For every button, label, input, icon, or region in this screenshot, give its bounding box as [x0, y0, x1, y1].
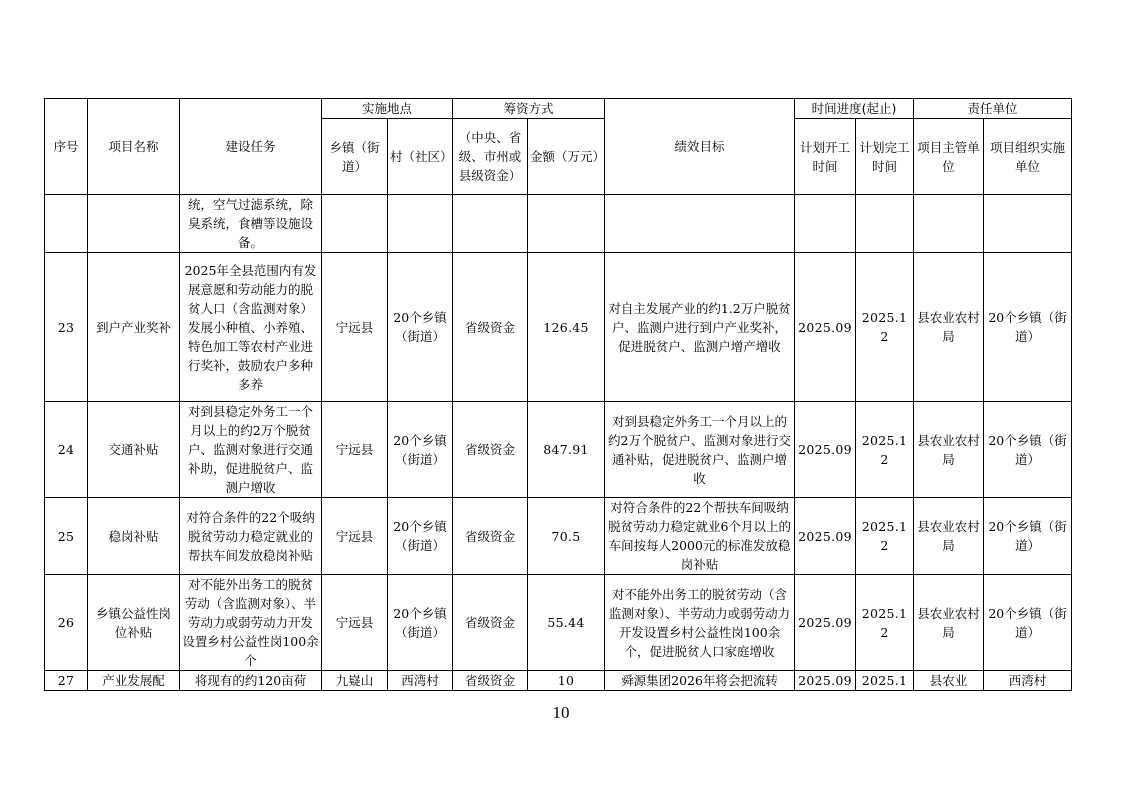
cell-town: 宁远县: [322, 402, 388, 498]
cell-seq: 27: [45, 671, 88, 691]
cell-dept: 县农业农村局: [914, 253, 984, 402]
cell-seq: 26: [45, 575, 88, 671]
cell-village: 20个乡镇（街道）: [388, 253, 453, 402]
header-time-group: 时间进度(起止): [795, 99, 914, 119]
cell-task: 对到县稳定外务工一个月以上的约2万个脱贫户、监测对象进行交通补助，促进脱贫户、监测户增收: [180, 402, 322, 498]
cell-task: 统，空气过滤系统，除臭系统，食槽等设施设备。: [180, 195, 322, 253]
cell-seq: 25: [45, 498, 88, 575]
cell-empty: [856, 195, 914, 253]
cell-task: 对不能外出务工的脱贫劳动（含监测对象）、半劳动力或弱劳动力开发设置乡村公益性岗100余个: [180, 575, 322, 671]
cell-dept: 县农业农村局: [914, 402, 984, 498]
header-funding-group: 筹资方式: [453, 99, 605, 119]
header-dept: 项目主管单位: [914, 119, 984, 195]
cell-task: 将现有的约120亩荷: [180, 671, 322, 691]
cell-fund: 省级资金: [453, 402, 528, 498]
cell-fund: 省级资金: [453, 498, 528, 575]
cell-dept: 县农业农村局: [914, 498, 984, 575]
cell-empty: [453, 195, 528, 253]
cell-start: 2025.09: [795, 402, 856, 498]
cell-seq: 23: [45, 253, 88, 402]
cell-town: 九嶷山: [322, 671, 388, 691]
cell-start: 2025.09: [795, 575, 856, 671]
cell-dept: 县农业: [914, 671, 984, 691]
cell-end: 2025.12: [856, 253, 914, 402]
header-task: 建设任务: [180, 99, 322, 195]
header-fund-source: （中央、省级、市州或县级资金）: [453, 119, 528, 195]
cell-village: 20个乡镇（街道）: [388, 498, 453, 575]
cell-amount: 847.91: [528, 402, 605, 498]
cell-start: 2025.09: [795, 671, 856, 691]
cell-town: 宁远县: [322, 575, 388, 671]
cell-end: 2025.12: [856, 498, 914, 575]
cell-empty: [984, 195, 1072, 253]
cell-goal: 对不能外出务工的脱贫劳动（含监测对象）、半劳动力或弱劳动力开发设置乡村公益性岗100余个，促进脱贫人口家庭增收: [605, 575, 795, 671]
header-goal: 绩效目标: [605, 99, 795, 195]
cell-name: 交通补贴: [88, 402, 180, 498]
cell-amount: 126.45: [528, 253, 605, 402]
cell-end: 2025.1: [856, 671, 914, 691]
cell-amount: 70.5: [528, 498, 605, 575]
cell-village: 20个乡镇（街道）: [388, 402, 453, 498]
cell-impl: 20个乡镇（街道）: [984, 498, 1072, 575]
cell-empty: [605, 195, 795, 253]
project-table: [44, 98, 1072, 691]
cell-empty: [528, 195, 605, 253]
cell-impl: 西湾村: [984, 671, 1072, 691]
table-row: [45, 253, 1072, 402]
cell-village: 西湾村: [388, 671, 453, 691]
cell-amount: 10: [528, 671, 605, 691]
cell-fund: 省级资金: [453, 253, 528, 402]
cell-name: 稳岗补贴: [88, 498, 180, 575]
cell-impl: 20个乡镇（街道）: [984, 253, 1072, 402]
header-location-group: 实施地点: [322, 99, 453, 119]
cell-start: 2025.09: [795, 498, 856, 575]
cell-goal: 对自主发展产业的约1.2万户脱贫户、监测户进行到户产业奖补，促进脱贫户、监测户增产增收: [605, 253, 795, 402]
header-village: 村（社区）: [388, 119, 453, 195]
cell-task: 对符合条件的22个吸纳脱贫劳动力稳定就业的帮扶车间发放稳岗补贴: [180, 498, 322, 575]
cell-impl: 20个乡镇（街道）: [984, 402, 1072, 498]
cell-fund: 省级资金: [453, 671, 528, 691]
cell-task: 2025年全县范围内有发展意愿和劳动能力的脱贫人口（含监测对象）发展小种植、小养殖、特色加工等农村产业进行奖补，鼓励农户多种多养: [180, 253, 322, 402]
table-row: [45, 402, 1072, 498]
cell-impl: 20个乡镇（街道）: [984, 575, 1072, 671]
cell-empty: [88, 195, 180, 253]
header-amount: 金额（万元）: [528, 119, 605, 195]
cell-goal: 对到县稳定外务工一个月以上的约2万个脱贫户、监测对象进行交通补贴，促进脱贫户、监测户增收: [605, 402, 795, 498]
cell-dept: 县农业农村局: [914, 575, 984, 671]
cell-seq: 24: [45, 402, 88, 498]
header-impl: 项目组织实施单位: [984, 119, 1072, 195]
table-row: [45, 671, 1072, 691]
cell-name: 到户产业奖补: [88, 253, 180, 402]
table-row: [45, 575, 1072, 671]
header-resp-group: 责任单位: [914, 99, 1072, 119]
cell-empty: [322, 195, 388, 253]
cell-start: 2025.09: [795, 253, 856, 402]
table-row: [45, 498, 1072, 575]
cell-goal: 舜源集团2026年将会把流转: [605, 671, 795, 691]
header-seq: 序号: [45, 99, 88, 195]
cell-town: 宁远县: [322, 498, 388, 575]
table-row-continuation: [45, 195, 1072, 253]
header-start: 计划开工时间: [795, 119, 856, 195]
cell-end: 2025.12: [856, 402, 914, 498]
page-number: 10: [552, 703, 570, 722]
cell-village: 20个乡镇（街道）: [388, 575, 453, 671]
cell-end: 2025.12: [856, 575, 914, 671]
header-town: 乡镇（街道）: [322, 119, 388, 195]
cell-empty: [388, 195, 453, 253]
cell-name: 乡镇公益性岗位补贴: [88, 575, 180, 671]
header-name: 项目名称: [88, 99, 180, 195]
cell-empty: [914, 195, 984, 253]
cell-empty: [795, 195, 856, 253]
cell-amount: 55.44: [528, 575, 605, 671]
cell-town: 宁远县: [322, 253, 388, 402]
cell-name: 产业发展配: [88, 671, 180, 691]
header-end: 计划完工时间: [856, 119, 914, 195]
cell-fund: 省级资金: [453, 575, 528, 671]
cell-goal: 对符合条件的22个帮扶车间吸纳脱贫劳动力稳定就业6个月以上的车间按每人2000元的标准发放稳岗补贴: [605, 498, 795, 575]
cell-empty: [45, 195, 88, 253]
